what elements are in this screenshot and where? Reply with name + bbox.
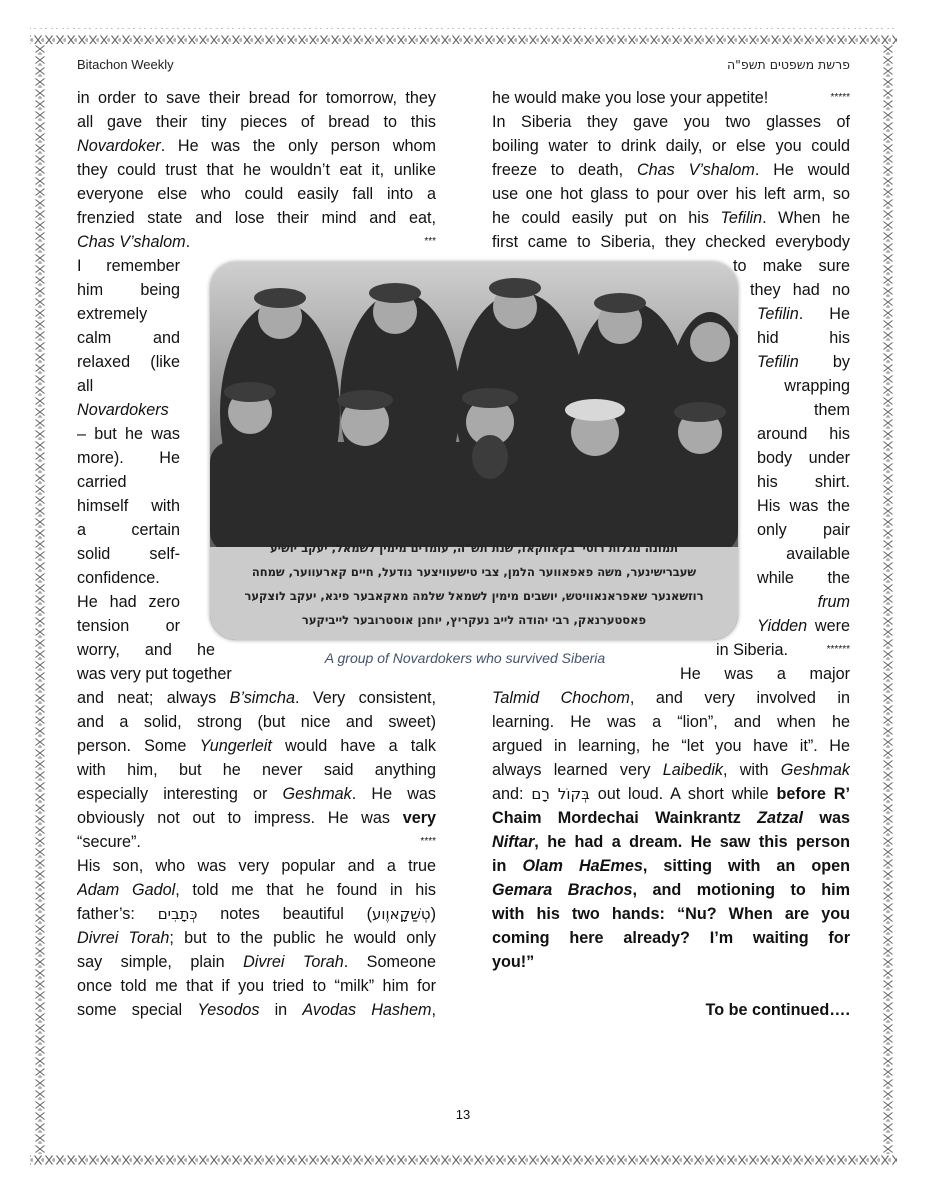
text-segment: always learned very [492, 761, 663, 779]
text-line [492, 182, 850, 206]
text-segment: confidence. [77, 569, 160, 587]
text-segment: and neat; always [77, 689, 230, 707]
text-segment: Geshmak [780, 761, 850, 779]
text-line [77, 566, 180, 590]
text-segment: Tefilin [757, 305, 799, 323]
text-line [492, 686, 850, 710]
text-line [492, 710, 850, 734]
text-line [77, 614, 180, 638]
text-segment: Niftar [492, 833, 535, 851]
text-line [77, 422, 180, 446]
text-segment: to make sure [733, 257, 850, 275]
text-line [492, 734, 850, 758]
text-segment: , and motioning to him [632, 881, 850, 899]
text-line [77, 302, 180, 326]
text-segment: He was a major [680, 665, 850, 683]
text-segment: , he had a dream. He saw this person [534, 833, 850, 851]
text-line [757, 302, 850, 326]
text-segment: His was the [757, 497, 850, 515]
text-line [77, 878, 436, 902]
text-segment: Laibedik [662, 761, 724, 779]
text-line [757, 614, 850, 638]
text-segment: they could trust that he wouldn’t eat it, unlike [77, 161, 436, 179]
text-line [77, 254, 180, 278]
text-segment: Olam HaEmes [522, 857, 643, 875]
text-line [77, 854, 436, 878]
section-break-asterisks: *** [424, 236, 436, 247]
text-segment: To be continued…. [705, 1001, 850, 1019]
text-segment: body under [757, 449, 850, 467]
text-segment: him being [77, 281, 180, 299]
text-segment: In Siberia they gave you two glasses of [492, 113, 850, 131]
text-segment: father’s: [77, 905, 158, 923]
text-segment: only pair [757, 521, 850, 539]
text-segment: wrapping [784, 377, 850, 395]
text-line [77, 326, 180, 350]
section-break-asterisks: ***** [830, 92, 850, 103]
text-segment: frum [817, 593, 850, 611]
text-line [757, 590, 850, 614]
text-line [757, 470, 850, 494]
photo-caption-line: תמונה מגלות רוסי' בקאווקאז, שנת תש"ה, עומדים מימין לשמאל, יעקב יושיע [269, 541, 679, 555]
text-line [77, 758, 436, 782]
text-line [757, 566, 850, 590]
text-segment: in [259, 1001, 303, 1019]
text-segment: B’simcha [229, 689, 295, 707]
text-line [492, 806, 850, 830]
text-segment: with his two hands: “Nu? When are you [492, 905, 850, 923]
text-segment: Novardoker [77, 137, 161, 155]
text-segment: some special [77, 1001, 198, 1019]
text-line [77, 806, 436, 830]
text-segment: coming here already? I’m waiting for [492, 929, 850, 947]
text-segment: . Very consistent, [294, 689, 436, 707]
text-line [77, 398, 180, 422]
text-line [492, 878, 850, 902]
text-segment: Yidden [757, 617, 808, 635]
text-segment: everyone else who could easily fall into a [77, 185, 436, 203]
text-line [492, 110, 850, 134]
text-segment: . When he [762, 209, 850, 227]
text-segment: relaxed (like [77, 353, 180, 371]
text-segment: Divrei Torah [77, 929, 170, 947]
text-segment: , with [723, 761, 781, 779]
text-line [77, 470, 180, 494]
text-line [757, 446, 850, 470]
text-segment: tension or [77, 617, 180, 635]
text-segment: , and very involved in [629, 689, 850, 707]
text-segment: ; but to the public he would only [169, 929, 436, 947]
text-line [77, 350, 180, 374]
text-segment: Geshmak [282, 785, 352, 803]
text-line [77, 686, 436, 710]
text-segment: “secure”. [77, 833, 141, 851]
text-segment: obviously not out to impress. He was [77, 809, 403, 827]
text-segment: by [798, 353, 850, 371]
text-line [492, 902, 850, 926]
text-segment: Adam Gadol [77, 881, 176, 899]
text-segment: especially interesting or [77, 785, 283, 803]
text-line [757, 326, 850, 350]
text-segment: , [431, 1001, 436, 1019]
page-number: 13 [455, 1107, 471, 1122]
text-segment: learning. He was a “lion”, and when he [492, 713, 850, 731]
text-segment: . [185, 233, 191, 251]
text-line [77, 446, 180, 470]
text-line [77, 734, 436, 758]
text-line [77, 830, 436, 854]
photo-caption-line: פאסטערנאק, רבי יהודה לייב נעקריץ, יוחנן אוסטרובער לייביקער [301, 613, 647, 627]
text-segment: would have a talk [271, 737, 436, 755]
text-segment: – but he was [77, 425, 180, 443]
text-line [77, 206, 436, 230]
hebrew-word: בְּקוֹל רָם [531, 785, 590, 803]
text-segment: them [814, 401, 850, 419]
hebrew-word: כְּתָבִים [157, 905, 198, 923]
text-segment: Talmid Chochom [492, 689, 630, 707]
text-line [77, 158, 436, 182]
text-segment: use one hot glass to pour over his left arm, so [492, 185, 850, 203]
text-line [492, 758, 850, 782]
text-line [77, 278, 180, 302]
group-photo [210, 262, 738, 640]
text-segment: person. Some [77, 737, 200, 755]
text-line [77, 182, 436, 206]
text-segment: ) [430, 905, 436, 923]
text-segment: Chas V’shalom [636, 161, 755, 179]
text-segment: in Siberia. [716, 641, 788, 659]
text-segment: Tefilin [757, 353, 799, 371]
hebrew-word: טְשַׁקָאוֶוע [372, 905, 431, 923]
text-line [77, 86, 436, 110]
text-line-content [77, 830, 141, 854]
text-line-content [492, 86, 768, 110]
text-segment: he could easily put on his [492, 209, 721, 227]
text-segment: notes beautiful ( [197, 905, 373, 923]
text-line [492, 206, 850, 230]
text-segment: around his [757, 425, 850, 443]
text-line [750, 278, 850, 302]
text-segment: all [77, 377, 94, 395]
section-break-asterisks: **** [420, 836, 436, 847]
text-segment: you!” [492, 953, 535, 971]
text-segment: was [803, 809, 850, 827]
photo-hebrew-caption [210, 536, 738, 632]
text-segment: extremely [77, 305, 148, 323]
text-line [77, 134, 436, 158]
text-segment: carried [77, 473, 127, 491]
text-line [77, 542, 180, 566]
text-line [492, 158, 850, 182]
text-line [757, 350, 850, 374]
text-segment: was very put together [77, 665, 232, 683]
text-line [492, 782, 850, 806]
text-line [492, 998, 850, 1022]
text-line [77, 374, 180, 398]
text-segment: Yesodos [197, 1001, 260, 1019]
text-segment: . He [798, 305, 850, 323]
text-line-content [716, 638, 788, 662]
text-segment: solid self- [77, 545, 180, 563]
text-line [680, 662, 850, 686]
photo-caption-line: שעברישינער, משה פאפאווער הלמן, צבי טישעוויצער נודעל, חיים קארעווער, שמחה [251, 565, 697, 579]
text-line [77, 782, 436, 806]
text-line [492, 950, 850, 974]
text-line [77, 950, 436, 974]
text-line-content [77, 230, 190, 254]
text-segment: Gemara Brachos [492, 881, 633, 899]
text-segment: Tefilin [720, 209, 763, 227]
text-segment: while the [757, 569, 850, 587]
text-segment: Zatzal [757, 809, 804, 827]
header-parsha-title: פרשת משפטים תשפ"ה [726, 57, 850, 72]
text-segment: Divrei Torah [243, 953, 344, 971]
text-line [757, 518, 850, 542]
text-segment: himself with [77, 497, 180, 515]
text-segment: very [402, 809, 436, 827]
section-break-asterisks: ****** [826, 644, 850, 655]
text-line [492, 134, 850, 158]
text-line [77, 710, 436, 734]
text-segment: his shirt. [757, 473, 850, 491]
text-line [492, 86, 850, 110]
text-line [77, 518, 180, 542]
text-line [77, 494, 180, 518]
text-line [77, 998, 436, 1022]
text-segment: a certain [77, 521, 180, 539]
text-line [77, 926, 436, 950]
text-segment: boiling water to drink daily, or else you could [492, 137, 850, 155]
text-segment: Yungerleit [199, 737, 272, 755]
text-segment: more). He [77, 449, 180, 467]
text-line [77, 230, 436, 254]
text-line [77, 590, 180, 614]
text-segment: say simple, plain [77, 953, 244, 971]
text-segment: and: [492, 785, 532, 803]
text-segment: with him, but he never said anything [77, 761, 436, 779]
text-segment: in [492, 857, 523, 875]
text-segment: His son, who was very popular and a true [77, 857, 436, 875]
text-segment: in order to save their bread for tomorrow, they [77, 89, 436, 107]
text-segment: and a solid, strong (but nice and sweet) [77, 713, 436, 731]
text-segment: he would make you lose your appetite! [492, 89, 769, 107]
text-line [757, 542, 850, 566]
text-segment: before R’ [776, 785, 850, 803]
text-segment: freeze to death, [492, 161, 637, 179]
text-line [757, 374, 850, 398]
text-line [757, 422, 850, 446]
text-segment: worry, and he [77, 641, 215, 659]
text-line [77, 638, 215, 662]
text-segment: . Someone [343, 953, 436, 971]
text-line [757, 494, 850, 518]
text-segment: first came to Siberia, they checked everybody [492, 233, 850, 251]
text-line [77, 110, 436, 134]
text-segment: were [807, 617, 850, 635]
text-segment: available [786, 545, 850, 563]
text-segment: argued in learning, he “let you have it”. He [492, 737, 850, 755]
text-segment: . He was [351, 785, 436, 803]
text-segment: , told me that he found in his [175, 881, 436, 899]
text-segment: . He was the only person whom [160, 137, 436, 155]
text-segment: , sitting with an open [642, 857, 850, 875]
text-segment: calm and [77, 329, 180, 347]
text-segment: . He would [754, 161, 850, 179]
text-line [492, 854, 850, 878]
text-line [492, 830, 850, 854]
text-segment: frenzied state and lose their mind and eat, [77, 209, 436, 227]
text-segment: hid his [757, 329, 850, 347]
text-segment: I remember [77, 257, 180, 275]
text-line [77, 902, 436, 926]
text-segment: He had zero [77, 593, 180, 611]
text-segment: Chas V’shalom [77, 233, 186, 251]
photo-caption-line: רוזשאנער שאפראנאוויטש, יושבים מימין לשמאל שלמה מאקאבער פיגא, יעקב לוצקער [244, 589, 704, 603]
text-segment: Avodas Hashem [302, 1001, 432, 1019]
text-segment: Novardokers [77, 401, 169, 419]
text-line [492, 230, 850, 254]
text-line [757, 398, 850, 422]
text-line [733, 254, 850, 278]
text-line [716, 638, 850, 662]
text-segment: Chaim Mordechai Wainkrantz [492, 809, 758, 827]
text-line [77, 974, 436, 998]
header-publication-title: Bitachon Weekly [77, 57, 174, 72]
text-segment: all gave their tiny pieces of bread to this [77, 113, 436, 131]
text-segment: once told me that if you tried to “milk” him for [77, 977, 436, 995]
text-line [492, 926, 850, 950]
text-segment: they had no [750, 281, 850, 299]
text-segment: out loud. A short while [589, 785, 777, 803]
photo-caption: A group of Novardokers who survived Siberia [324, 650, 606, 666]
